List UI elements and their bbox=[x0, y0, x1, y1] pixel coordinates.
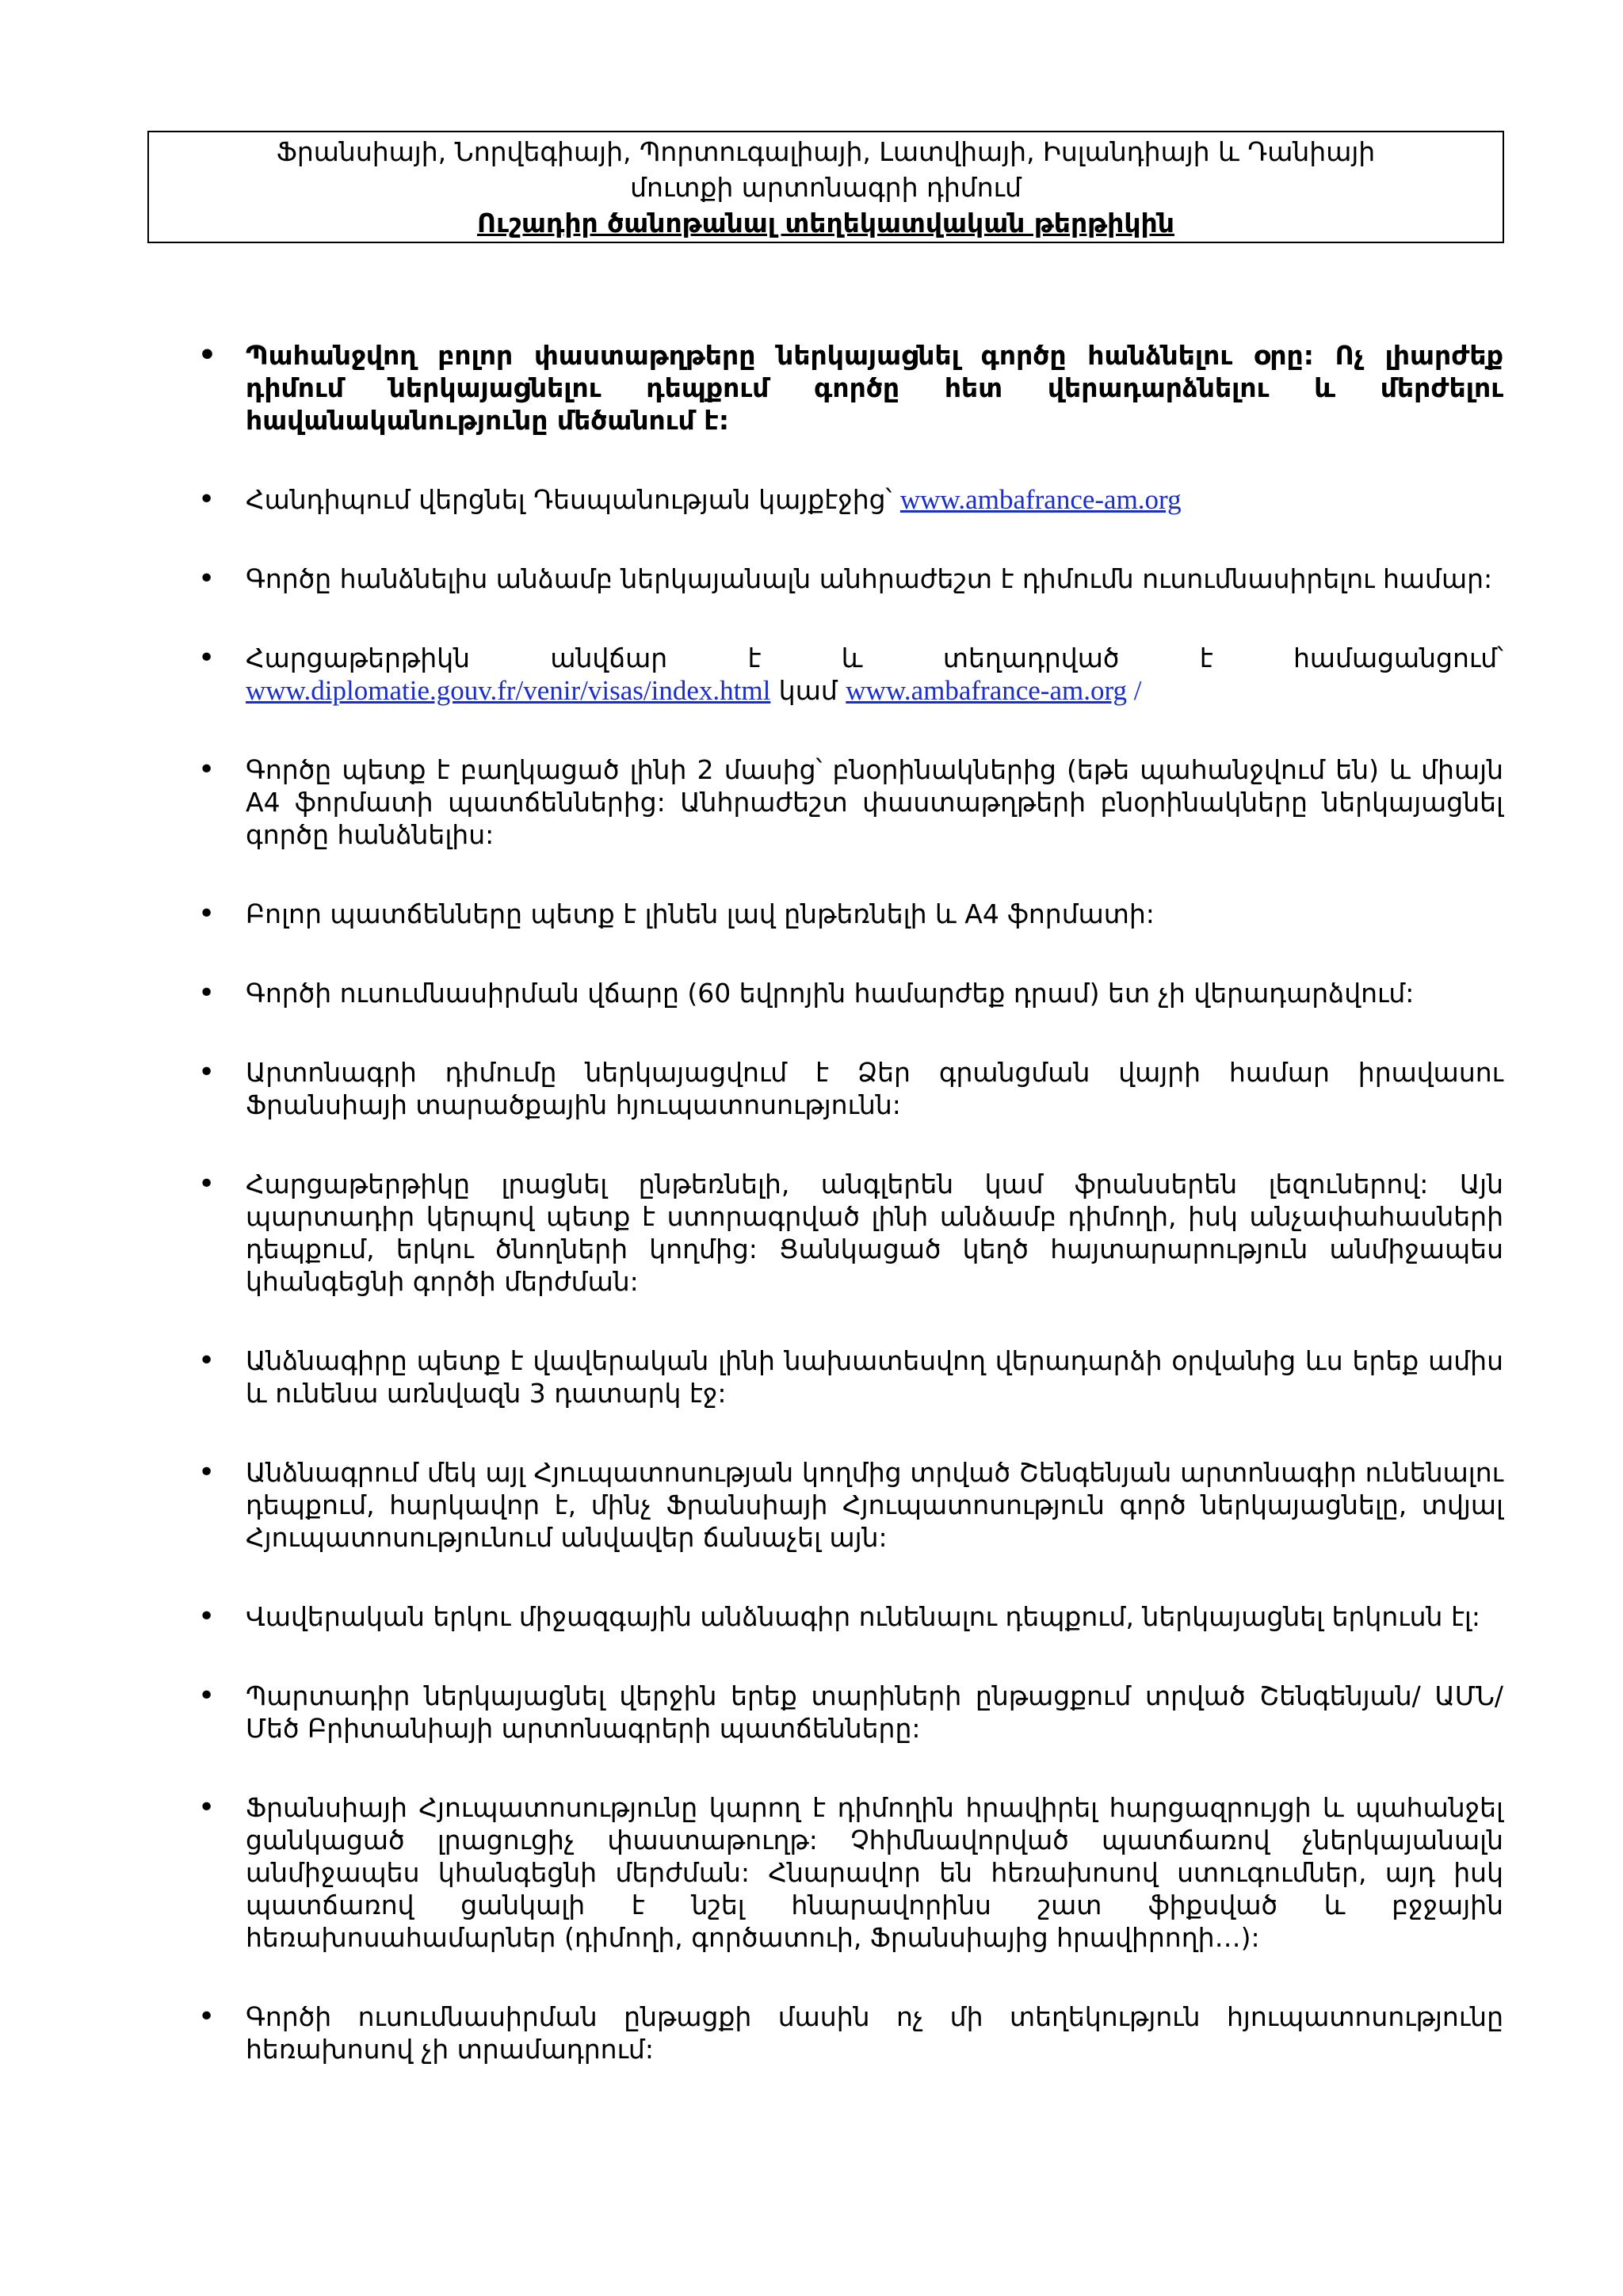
list-item-1 bbox=[246, 339, 1503, 437]
list-item-8 bbox=[246, 1056, 1503, 1121]
header-box bbox=[147, 131, 1504, 243]
list-item-15 bbox=[246, 2000, 1503, 2065]
list-item-7 bbox=[246, 977, 1503, 1009]
list-item-14 bbox=[246, 1791, 1503, 1954]
item-12-text: Վավերական երկու միջազգային անձնագիր ունենալու դեպքում, ներկայացնել երկուսն էլ: bbox=[246, 1601, 1481, 1632]
header-title-line1: Ֆրանսիայի, Նորվեգիայի, Պորտուգալիայի, Լատվիայի, Իսլանդիայի և Դանիայի bbox=[276, 136, 1376, 167]
list-item-9 bbox=[246, 1168, 1503, 1298]
item-2-text: Հանդիպում վերցնել Դեսպանության կայքէջից՝ bbox=[246, 484, 900, 515]
list-item-6 bbox=[246, 898, 1503, 930]
item-11-text: Անձնագրում մեկ այլ Հյուպատոսության կողմից տրված Շենգենյան արտոնագիր ունենալու դեպքում, հարկավոր է, մինչ Ֆրանսիայի Հյուպատոսություն գործ ներկայացնելը, տվյալ Հյուպատոսությունում անվավեր ճանաչել այն: bbox=[246, 1457, 1503, 1553]
instruction-list bbox=[0, 339, 1623, 2112]
header-title-line2: մուտքի արտոնագրի դիմում bbox=[630, 172, 1022, 203]
item-6-text: Բոլոր պատճենները պետք է լինեն լավ ընթեռնելի և A4 ֆորմատի: bbox=[246, 898, 1155, 929]
list-item-2 bbox=[246, 483, 1503, 516]
header-notice: Ուշադիր ծանոթանալ տեղեկատվական թերթիկին bbox=[477, 208, 1174, 238]
diplomatie-link[interactable]: www.diplomatie.gouv.fr/venir/visas/index.html bbox=[246, 675, 771, 706]
item-7-text: Գործի ուսումնասիրման վճարը (60 եվրոյին համարժեք դրամ) ետ չի վերադարձվում: bbox=[246, 978, 1415, 1009]
item-14-text: Ֆրանսիայի Հյուպատոսությունը կարող է դիմողին հրավիրել հարցազրույցի և պահանջել ցանկացած լրացուցիչ փաստաթուղթ: Չհիմնավորված պատճառով չներկայանալն անմիջապես կհանգեցնի մերժման: Հնարավոր են հեռախոսով ստուգումներ, այդ իսկ պատճառով ցանկալի է նշել հնարավորինս շատ ֆիքսված և բջջային հեռախոսահամարներ (դիմողի, գործատուի, Ֆրանսիայից հրավիրողի…): bbox=[246, 1792, 1503, 1953]
item-4-text: • Հարցաթերթիկն անվճար է և տեղադրված է համացանցում՝ bbox=[246, 643, 1503, 673]
item-15-text: Գործի ուսումնասիրման ընթացքի մասին ոչ մի տեղեկություն հյուպատոսությունը հեռախոսով չի տրամադրում: bbox=[246, 2001, 1503, 2065]
list-item-12 bbox=[246, 1600, 1503, 1633]
item-10-text: Անձնագիրը պետք է վավերական լինի նախատեսվող վերադարձի օրվանից ևս երեք ամիս և ունենա առնվազն 3 դատարկ էջ: bbox=[246, 1345, 1503, 1409]
item-5-text: Գործը պետք է բաղկացած լինի 2 մասից՝ բնօրինակներից (եթե պահանջվում են) և միայն A4 ֆորմատի պատճեններից: Անհրաժեշտ փաստաթղթերի բնօրինակները ներկայացնել գործը հանձնելիս: bbox=[246, 754, 1503, 850]
item-9-text: Հարցաթերթիկը լրացնել ընթեռնելի, անգլերեն կամ ֆրանսերեն լեզուներով: Այն պարտադիր կերպով պետք է ստորագրված լինի անձամբ դիմողի, իսկ անչափահասների դեպքում, երկու ծնողների կողմից: Ցանկացած կեղծ հայտարարություն անմիջապես կհանգեցնի գործի մերժման: bbox=[246, 1169, 1503, 1297]
list-item-4 bbox=[246, 642, 1503, 707]
item-4-or: կամ bbox=[770, 675, 846, 706]
embassy-link[interactable]: www.ambafrance-am.org bbox=[899, 484, 1182, 515]
list-item-5 bbox=[246, 753, 1503, 851]
item-13-text: Պարտադիր ներկայացնել վերջին երեք տարիների ընթացքում տրված Շենգենյան/ ԱՄՆ/Մեծ Բրիտանիայի արտոնագրերի պատճենները: bbox=[246, 1680, 1503, 1744]
item-3-text: Գործը հանձնելիս անձամբ ներկայանալն անհրաժեշտ է դիմումն ուսումնասիրելու համար: bbox=[246, 563, 1493, 594]
list-item-13 bbox=[246, 1680, 1503, 1745]
list-item-3 bbox=[246, 563, 1503, 595]
item-1-text: Պահանջվող բոլոր փաստաթղթերը ներկայացնել գործը հանձնելու օրը: Ոչ լիարժեք դիմում ներկայացնելու դեպքում գործը հետ վերադարձնելու և մերժելու հավանականությունը մեծանում է: bbox=[246, 340, 1503, 436]
list-item-11 bbox=[246, 1456, 1503, 1554]
list-item-10 bbox=[246, 1344, 1503, 1409]
item-8-text: Արտոնագրի դիմումը ներկայացվում է Ձեր գրանցման վայրի համար իրավասու Ֆրանսիայի տարածքային հյուպատոսությունն: bbox=[246, 1057, 1503, 1120]
embassy-link-2[interactable]: www.ambafrance-am.org bbox=[846, 675, 1127, 706]
item-4-tail: / bbox=[1126, 675, 1142, 706]
